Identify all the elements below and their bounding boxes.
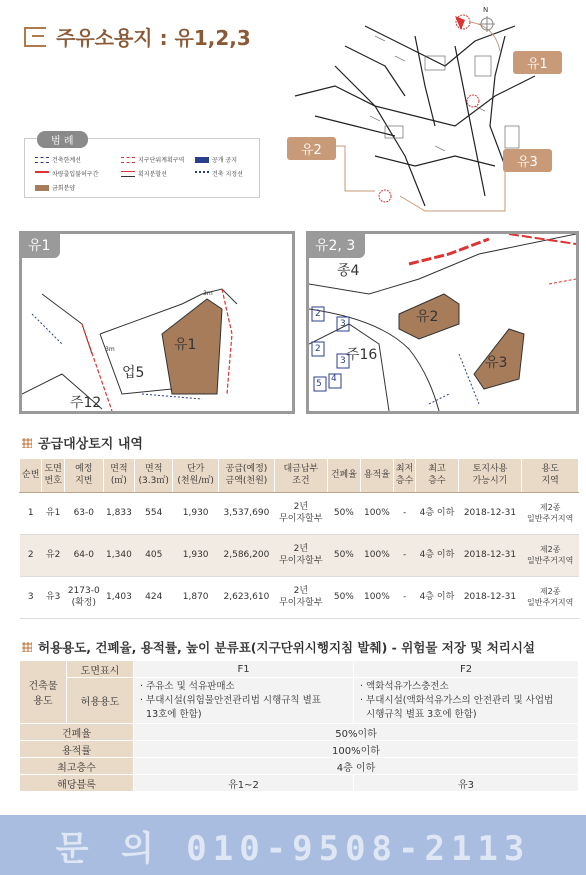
contact-banner xyxy=(0,815,586,875)
table-row xyxy=(20,493,579,535)
block-f1: 유1~2 xyxy=(134,775,354,792)
map2-lot-number: 4 xyxy=(331,374,337,384)
coverage-label: 건폐율 xyxy=(20,724,134,741)
map1-label-yu1: 유1 xyxy=(174,337,197,353)
table-cell: 1 xyxy=(20,493,42,535)
dots-icon xyxy=(22,438,32,448)
table-cell: 1,340 xyxy=(103,535,134,577)
table-header-cell: 건폐율 xyxy=(327,459,360,493)
table-header-cell: 도면 번호 xyxy=(42,459,64,493)
table-cell: 424 xyxy=(135,577,173,619)
map2-lot-number: 2 xyxy=(315,309,321,319)
table-header-cell: 예정 지번 xyxy=(64,459,103,493)
table-cell: 1,930 xyxy=(173,535,219,577)
use-label: 허용용도 xyxy=(67,678,134,724)
far-value: 100%이하 xyxy=(134,741,579,758)
table-header-cell: 단가 (천원/㎡) xyxy=(173,459,219,493)
table-cell: 2년 무이자할부 xyxy=(274,577,327,619)
map2-label-yu3: 유3 xyxy=(485,355,508,371)
table-cell: - xyxy=(393,493,415,535)
north-label: N xyxy=(483,6,489,14)
legend-item: 건축한계선 xyxy=(35,155,81,164)
table-cell: 2 xyxy=(20,535,42,577)
table-cell: - xyxy=(393,577,415,619)
table-cell: 64-0 xyxy=(64,535,103,577)
table-cell: 2,586,200 xyxy=(218,535,274,577)
map2-lot-number: 3 xyxy=(340,356,346,366)
table-cell: 4층 이하 xyxy=(416,535,458,577)
detail-map-yu1 xyxy=(19,231,295,414)
table-cell: 3 xyxy=(20,577,42,619)
table-header-cell: 토지사용 가능시기 xyxy=(458,459,522,493)
map-tag-yu1: 유1 xyxy=(513,51,562,74)
enter-icon xyxy=(24,27,46,47)
use-table xyxy=(19,660,579,792)
table-header-cell: 최저 층수 xyxy=(393,459,415,493)
table-cell: 100% xyxy=(360,535,393,577)
table-header-cell: 공급(예정) 금액(천원) xyxy=(218,459,274,493)
map1-tag: 유1 xyxy=(22,234,60,258)
legend-header: 범 례 xyxy=(37,131,88,148)
overview-map xyxy=(275,6,581,226)
table-cell: 유2 xyxy=(42,535,64,577)
table-cell: 50% xyxy=(327,493,360,535)
map2-label-yu2: 유2 xyxy=(416,309,439,325)
section-heading-supply: 공급대상토지 내역 xyxy=(22,433,143,452)
table-cell: 유1 xyxy=(42,493,64,535)
f2-label: F2 xyxy=(354,661,579,678)
use-f2: · 액화석유가스충전소 · 부대시설(액화석유가스의 안전관리 및 사업법 시행규칙 별표 3호에 한함) xyxy=(354,678,579,724)
table-cell: 50% xyxy=(327,577,360,619)
map1-label-up5: 업5 xyxy=(122,365,145,381)
table-cell: 2년 무이자할부 xyxy=(274,535,327,577)
coverage-value: 50%이하 xyxy=(134,724,579,741)
map2-lot-number: 5 xyxy=(316,379,322,389)
table-cell: 유3 xyxy=(42,577,64,619)
floors-value: 4층 이하 xyxy=(134,758,579,775)
drawing-label: 도면표시 xyxy=(67,661,134,678)
dots-icon xyxy=(22,642,32,652)
table-cell: 554 xyxy=(135,493,173,535)
map2-label-jong4: 종4 xyxy=(337,263,360,279)
far-label: 용적률 xyxy=(20,741,134,758)
table-cell: 2,623,610 xyxy=(218,577,274,619)
block-label: 해당블록 xyxy=(20,775,134,792)
legend-item: 지구단위계획구역 xyxy=(121,155,184,164)
table-cell: 1,930 xyxy=(173,493,219,535)
legend-item: 획지분할선 xyxy=(121,169,167,178)
legend-item: 공개 공지 xyxy=(195,155,237,164)
table-row xyxy=(20,577,579,619)
legend-item: 건축 지정선 xyxy=(195,169,243,178)
map2-lot-number: 3 xyxy=(340,319,346,329)
map1-label-ju12: 주12 xyxy=(70,395,102,411)
row-head-building-use: 건축물 용도 xyxy=(20,661,67,724)
map2-label-ju16: 주16 xyxy=(346,347,378,363)
table-cell: 405 xyxy=(135,535,173,577)
table-header-cell: 대금납부 조건 xyxy=(274,459,327,493)
table-cell: 2년 무이자할부 xyxy=(274,493,327,535)
table-cell: 3,537,690 xyxy=(218,493,274,535)
table-header-cell: 용도 지역 xyxy=(522,459,579,493)
table-row xyxy=(20,535,579,577)
table-cell: 4층 이하 xyxy=(416,493,458,535)
table-cell: 100% xyxy=(360,493,393,535)
table-cell: 1,833 xyxy=(103,493,134,535)
legend-item: 금회분양 xyxy=(35,183,75,192)
map2-tag: 유2, 3 xyxy=(309,234,365,258)
legend-item: 차량출입불허구간 xyxy=(35,169,98,178)
table-cell: 100% xyxy=(360,577,393,619)
block-f2: 유3 xyxy=(354,775,579,792)
page-title-text: 주유소용지 : 유1,2,3 xyxy=(56,26,251,50)
table-header-cell: 면적 (3.3㎡) xyxy=(135,459,173,493)
use-f1: · 주유소 및 석유판매소 · 부대시설(위험물안전관리법 시행규칙 별표 13호에 한함) xyxy=(134,678,354,724)
detail-map-yu23 xyxy=(306,231,579,414)
table-cell: 63-0 xyxy=(64,493,103,535)
table-cell: 50% xyxy=(327,535,360,577)
map1-dim: 3m xyxy=(203,290,213,297)
table-cell: 제2종 일반주거지역 xyxy=(522,493,579,535)
table-header-cell: 최고 층수 xyxy=(416,459,458,493)
table-header-cell: 용적율 xyxy=(360,459,393,493)
f1-label: F1 xyxy=(134,661,354,678)
page-title xyxy=(24,22,251,51)
legend xyxy=(24,138,260,198)
table-cell: 2018-12-31 xyxy=(458,535,522,577)
contact-text: 문 의 010-9508-2113 xyxy=(55,828,531,869)
table-cell: 2173-0 (확정) xyxy=(64,577,103,619)
table-cell: 4층 이하 xyxy=(416,577,458,619)
section-heading-use: 허용용도, 건폐율, 용적률, 높이 분류표(지구단위시행지침 발췌) - 위험물 저장 및 처리시설 xyxy=(22,638,535,656)
map1-dim: 3m xyxy=(105,346,115,353)
overview-map-drawing xyxy=(275,6,581,226)
table-cell: 제2종 일반주거지역 xyxy=(522,535,579,577)
map-tag-yu3: 유3 xyxy=(503,149,552,172)
supply-table xyxy=(19,458,579,619)
floors-label: 최고층수 xyxy=(20,758,134,775)
map2-lot-number: 2 xyxy=(315,344,321,354)
map-tag-yu2: 유2 xyxy=(287,137,336,160)
table-cell: 제2종 일반주거지역 xyxy=(522,577,579,619)
table-cell: 1,403 xyxy=(103,577,134,619)
table-cell: - xyxy=(393,535,415,577)
table-cell: 2018-12-31 xyxy=(458,577,522,619)
table-cell: 2018-12-31 xyxy=(458,493,522,535)
table-header-cell: 순번 xyxy=(20,459,42,493)
detail-map-yu1-drawing xyxy=(22,234,292,411)
table-header-cell: 면적 (㎡) xyxy=(103,459,134,493)
table-cell: 1,870 xyxy=(173,577,219,619)
